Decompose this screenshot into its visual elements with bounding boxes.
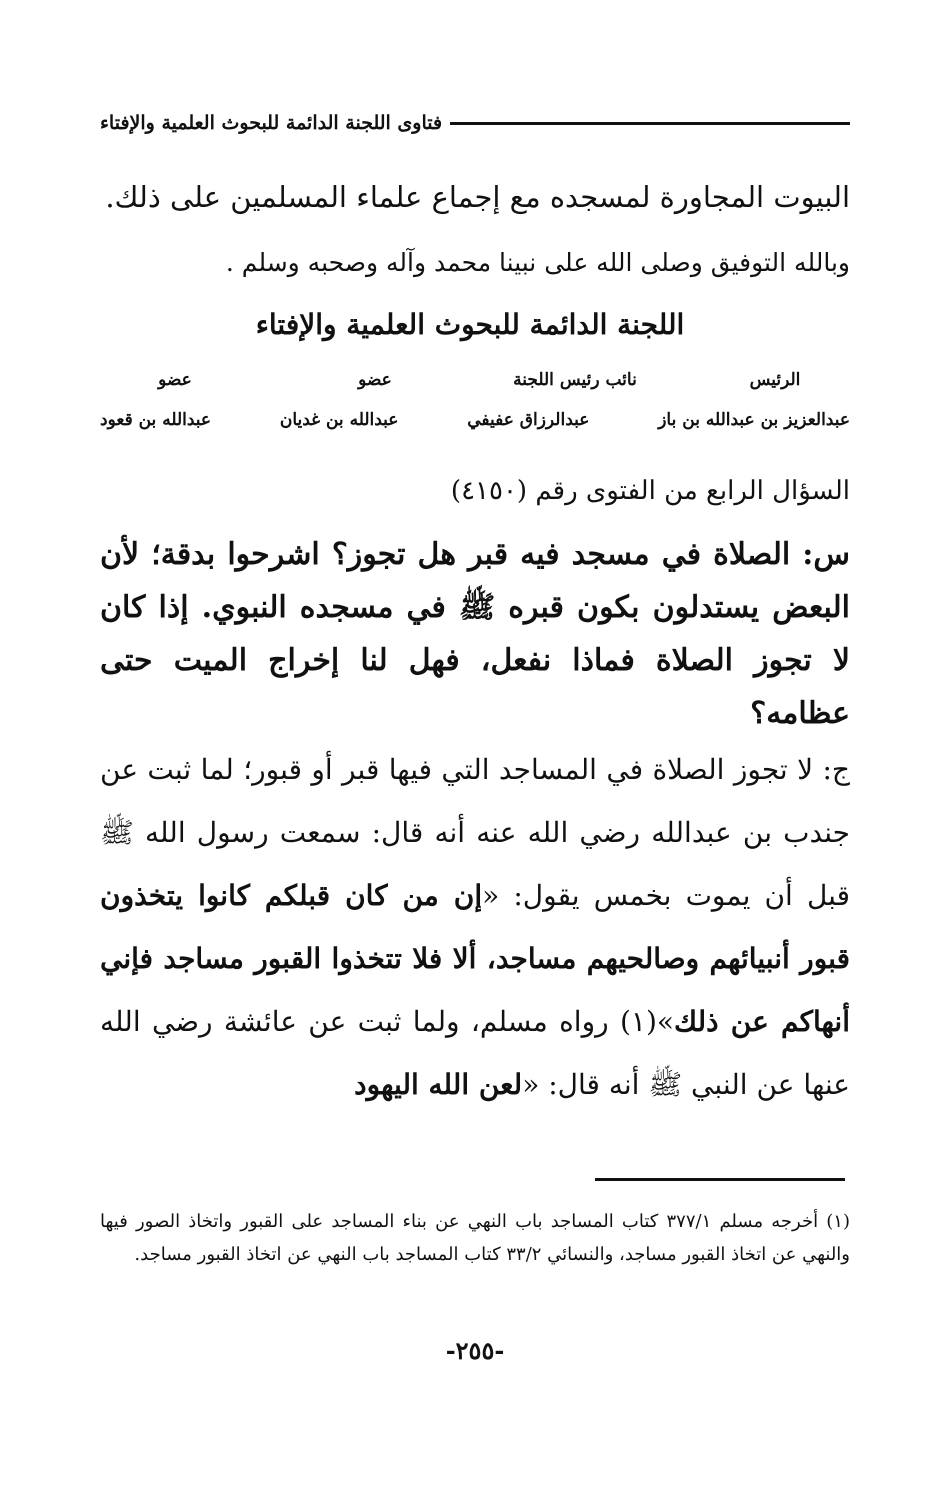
closing-paragraph: وبالله التوفيق وصلى الله على نبينا محمد وآله وصحبه وسلم . [225,248,850,277]
signatory-name: عبدالله بن قعود [100,410,212,430]
signatory-name: عبدالرزاق عفيفي [467,410,590,430]
footnote-text: (١) أخرجه مسلم ٣٧٧/١ كتاب المساجد باب النهي عن بناء المساجد على القبور واتخاذ الصور فيها والنهي عن اتخاذ القبور مساجد، والنسائي ٣٣/٢ كتاب المساجد باب النهي عن اتخاذ القبور مساجد. [100,1211,850,1265]
answer-part: ج: لا تجوز الصلاة في المساجد التي فيها قبر أو قبور؛ لما ثبت عن جندب بن عبدالله رضي الله عنه أنه قال: سمعت رسول الله ﷺ قبل أن يموت بخمس يقول: « [100,753,850,912]
running-header-title: فتاوى اللجنة الدائمة للبحوث العلمية والإفتاء [100,112,443,134]
footnote-rule [595,1178,845,1181]
role-member: عضو [158,370,192,390]
answer-text [100,738,850,1116]
question-text: س: الصلاة في مسجد فيه قبر هل تجوز؟ اشرحوا بدقة؛ لأن البعض يستدلون بكون قبره ﷺ في مسجده النبوي. إذا كان لا تجوز الصلاة فماذا نفعل، فهل لنا إخراج الميت حتى عظامه؟ [100,537,850,731]
header-rule [450,122,850,125]
signatory-name: عبدالله بن غديان [279,410,399,430]
signatory-name: عبدالعزيز بن عبدالله بن باز [658,410,850,430]
committee-title: اللجنة الدائمة للبحوث العلمية والإفتاء [255,308,685,341]
hadith-quote: لعن الله اليهود [354,1068,523,1101]
role-chairman: الرئيس [749,370,801,390]
role-vice-chairman: نائب رئيس اللجنة [513,370,637,390]
running-header [100,112,850,134]
role-member: عضو [358,370,392,390]
hadith-quote: إن من كان قبلكم كانوا يتخذون قبور أنبيائهم وصالحيهم مساجد، ألا فلا تتخذوا القبور مساجد فإني أنهاكم عن ذلك [100,879,850,1038]
answer-part: »(١) رواه مسلم، ولما ثبت عن عائشة رضي الله عنها عن النبي ﷺ أنه قال: « [100,1005,850,1101]
page-number: -٢٥٥- [445,1336,505,1365]
question-reference: السؤال الرابع من الفتوى رقم (٤١٥٠) [450,476,850,506]
signatory-roles [100,370,850,390]
body-paragraph: البيوت المجاورة لمسجده مع إجماع علماء المسلمين على ذلك. [105,180,850,214]
signatory-names [100,410,850,430]
